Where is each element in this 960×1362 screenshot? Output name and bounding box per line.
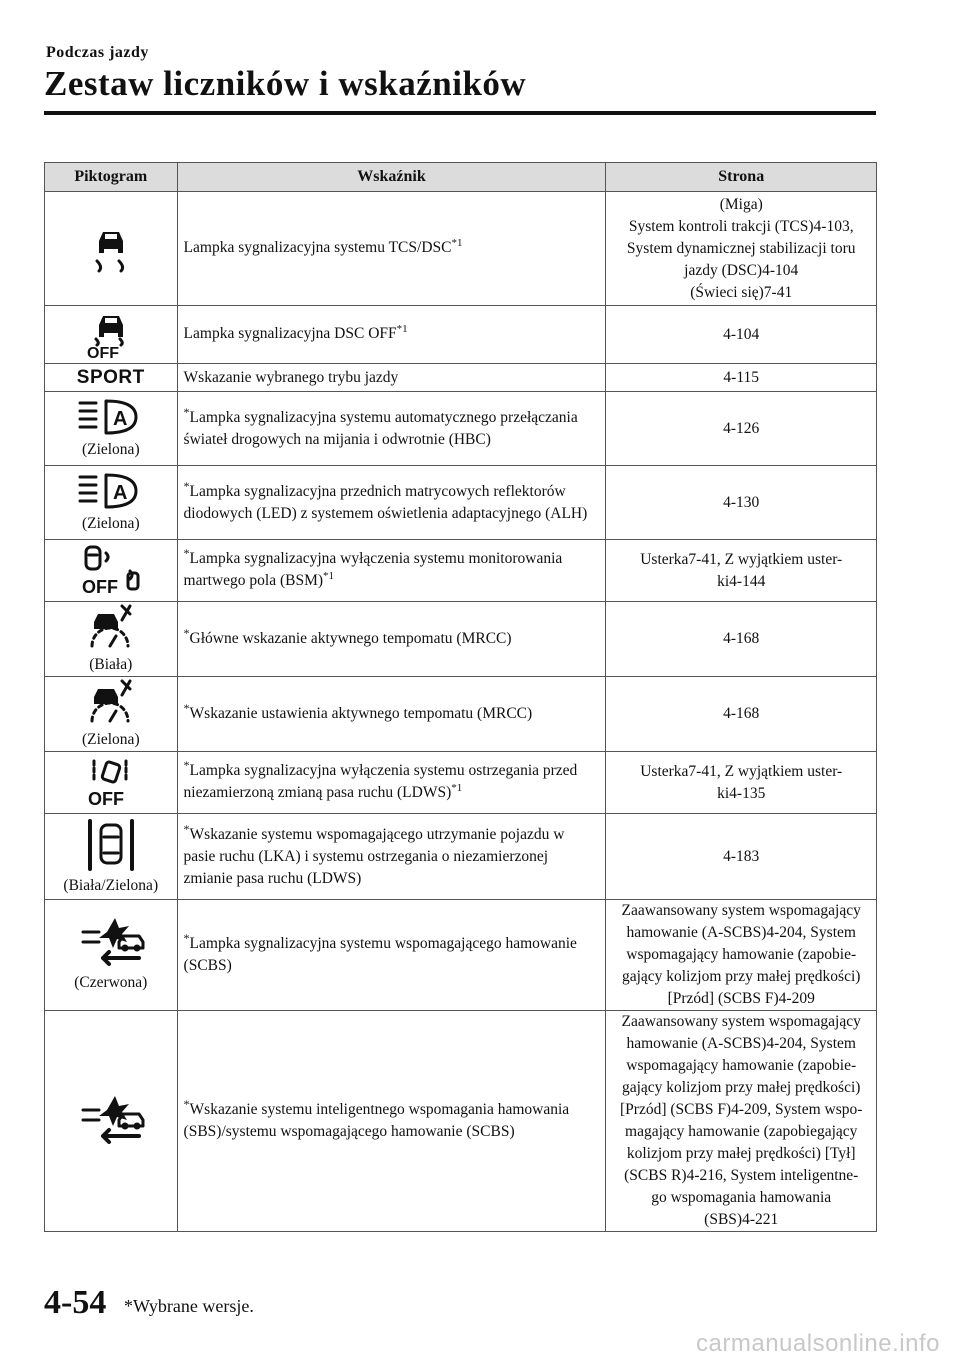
scbs-icon [45,916,177,970]
page-ref-line: (Miga) [719,195,763,213]
page-number: 4-54 [44,1284,107,1321]
page-ref-line: wspomagający hamowanie (zapobie- [626,946,857,963]
pictogram-cell [45,602,178,677]
pictogram-cell [45,392,178,466]
color-note: (Biała/Zielona) [63,876,159,894]
table-row [45,364,877,392]
pictogram-cell [45,306,178,364]
header-page: Strona [606,163,877,192]
footnote-ref: *1 [323,570,335,582]
optional-marker: * [183,758,190,772]
table-row [45,900,877,1011]
page-ref-line: hamowanie (A-SCBS)4-204, System [626,924,856,941]
lka-ldws-icon [45,817,177,873]
table-row [45,466,877,540]
page-ref-line: Usterka7-41, Z wyjątkiem uster- [640,550,843,568]
page-ref-cell [606,900,877,1011]
page-ref-line: 4-183 [723,847,760,865]
page-ref-line: 4-126 [723,419,760,437]
svg-text:A: A [112,481,128,504]
indicator-text: Wskazanie ustawienia aktywnego tempomatu (MRCC) [189,705,533,722]
svg-text:OFF: OFF [86,344,119,359]
table-row [45,306,877,364]
color-note: (Zielona) [81,440,140,458]
indicator-cell [177,466,606,540]
page-ref-line: (SBS)4-221 [704,1211,779,1228]
page-ref-line: ki4-135 [717,784,766,802]
indicator-cell [177,677,606,752]
svg-text:OFF: OFF [81,576,118,597]
page-ref-line: 4-115 [723,368,760,386]
indicator-cell [177,392,606,466]
pictogram-cell [45,192,178,306]
indicator-text: Wskazanie systemu wspomagającego utrzymanie pojazdu w pasie ruchu (LKA) i systemu ostrzegania o niezamierzonej zmianie pasa ruchu (LDWS) [183,825,565,887]
indicator-cell [177,540,606,602]
footnote: *Wybrane wersje. [124,1296,254,1316]
svg-text:OFF: OFF [87,788,124,807]
optional-marker: * [183,404,190,419]
table-row [45,1011,877,1232]
indicator-cell [177,814,606,900]
indicator-text: Wskazanie systemu inteligentnego wspomagania hamowania (SBS)/systemu wspomagającego hamowanie (SCBS) [183,1101,570,1140]
page-ref-line: gający kolizjom przy małej prędkości) [621,1079,861,1096]
footnote-ref: *1 [451,782,463,794]
page-ref-cell [606,677,877,752]
page-ref-line: Usterka7-41, Z wyjątkiem uster- [640,762,843,780]
table-row [45,392,877,466]
page-ref-cell [606,814,877,900]
page-ref-cell [606,392,877,466]
color-note: (Biała) [89,656,133,673]
ldws-off-icon [45,759,177,807]
indicator-cell [177,306,606,364]
adaptive-led-headlight-icon [45,471,177,511]
pictogram-cell [45,814,178,900]
page-ref-cell [606,1011,877,1232]
page-ref-line: 4-130 [723,493,760,511]
indicator-text: Lampka sygnalizacyjna systemu wspomagającego hamowanie (SCBS) [183,935,577,974]
page-ref-line: 4-168 [723,630,760,647]
optional-marker: * [183,821,190,836]
auto-high-beam-icon [45,397,177,437]
section-label: Podczas jazdy [46,44,149,61]
indicator-text: Wskazanie wybranego trybu jazdy [183,368,399,386]
color-note: (Zielona) [81,731,140,748]
indicator-text: Lampka sygnalizacyjna wyłączenia systemu monitorowania martwego pola (BSM) [183,550,563,589]
svg-text:A: A [112,407,128,430]
optional-marker: * [183,626,190,640]
page-title: Zestaw liczników i wskaźników [44,64,527,103]
page-ref-line: Zaawansowany system wspomagający [621,1013,861,1030]
table-row [45,602,877,677]
optional-marker: * [183,546,190,560]
title-rule [44,111,876,115]
indicator-cell [177,900,606,1011]
mrcc-main-icon [45,602,177,652]
indicator-cell [177,1011,606,1232]
indicator-text: Lampka sygnalizacyjna DSC OFF [183,325,397,342]
optional-marker: * [183,701,190,715]
table-header-row [45,163,877,192]
page-ref-line: Zaawansowany system wspomagający [621,902,861,919]
pictogram-cell [45,364,178,392]
dsc-off-icon [45,311,177,359]
page-ref-line: (Świeci się)7-41 [690,283,793,301]
table-row [45,677,877,752]
header-indicator: Wskaźnik [177,163,606,192]
page-ref-line: 4-168 [723,705,760,722]
table-row [45,814,877,900]
optional-marker: * [183,1097,190,1111]
color-note: (Czerwona) [74,974,148,991]
indicator-text: Lampka sygnalizacyjna systemu automatycznego przełączania świateł drogowych na mijania i odwrotnie (HBC) [183,408,578,448]
page-ref-cell [606,602,877,677]
indicator-table [44,162,877,1232]
indicator-text: Lampka sygnalizacyjna przednich matrycowych reflektorów diodowych (LED) z systemem oświetlenia adaptacyjnego (ALH) [183,482,588,522]
watermark: carmanualsonline.info [696,1330,940,1357]
tcs-dsc-car-skid-icon [45,225,177,273]
page-ref-line: System dynamicznej stabilizacji toru [626,239,856,257]
sport-mode-label: SPORT [76,366,145,388]
mrcc-set-icon [45,677,177,727]
indicator-text: Lampka sygnalizacyjna wyłączenia systemu ostrzegania przed niezamierzoną zmianą pasa ruchu (LDWS) [183,762,578,801]
sport-mode-icon [45,367,177,389]
page-ref-line: (SCBS R)4-216, System inteligentne- [624,1167,859,1184]
header-pictogram: Piktogram [45,163,178,192]
footnote-ref: *1 [451,237,463,249]
indicator-cell [177,192,606,306]
pictogram-cell [45,540,178,602]
page-ref-line: hamowanie (A-SCBS)4-204, System [626,1035,856,1052]
pictogram-cell [45,900,178,1011]
indicator-text: Główne wskazanie aktywnego tempomatu (MRCC) [189,630,512,647]
table-row [45,192,877,306]
page-ref-cell [606,466,877,540]
page-ref-line: kolizjom przy małej prędkości) [Tył] [626,1145,856,1162]
page-ref-line: magający hamowanie (zapobiegający [625,1123,858,1140]
page-ref-cell [606,364,877,392]
page-ref-line: [Przód] (SCBS F)4-209 [667,990,815,1007]
page-ref-line: 4-104 [723,325,760,343]
pictogram-cell [45,677,178,752]
page-ref-cell [606,192,877,306]
page-ref-line: gający kolizjom przy małej prędkości) [621,968,861,985]
page-ref-line: wspomagający hamowanie (zapobie- [626,1057,857,1074]
page-ref-line: jazdy (DSC)4-104 [684,261,799,279]
indicator-cell [177,602,606,677]
page-ref-line: System kontroli trakcji (TCS)4-103, [628,217,854,235]
page-ref-line: [Przód] (SCBS F)4-209, System wspo- [620,1101,863,1118]
page-ref-line: ki4-144 [717,572,766,590]
pictogram-cell [45,466,178,540]
pictogram-cell [45,1011,178,1232]
optional-marker: * [183,478,190,493]
color-note: (Zielona) [81,514,140,532]
optional-marker: * [183,931,190,945]
page-ref-line: go wspomagania hamowania [651,1189,832,1206]
bsm-off-icon [45,545,177,597]
table-row [45,752,877,814]
indicator-cell [177,752,606,814]
page-ref-cell [606,752,877,814]
page-ref-cell [606,540,877,602]
indicator-cell [177,364,606,392]
footnote-ref: *1 [396,323,408,335]
sbs-scbs-icon [45,1094,177,1148]
indicator-text: Lampka sygnalizacyjna systemu TCS/DSC [183,239,452,256]
pictogram-cell [45,752,178,814]
table-row [45,540,877,602]
page-ref-cell [606,306,877,364]
